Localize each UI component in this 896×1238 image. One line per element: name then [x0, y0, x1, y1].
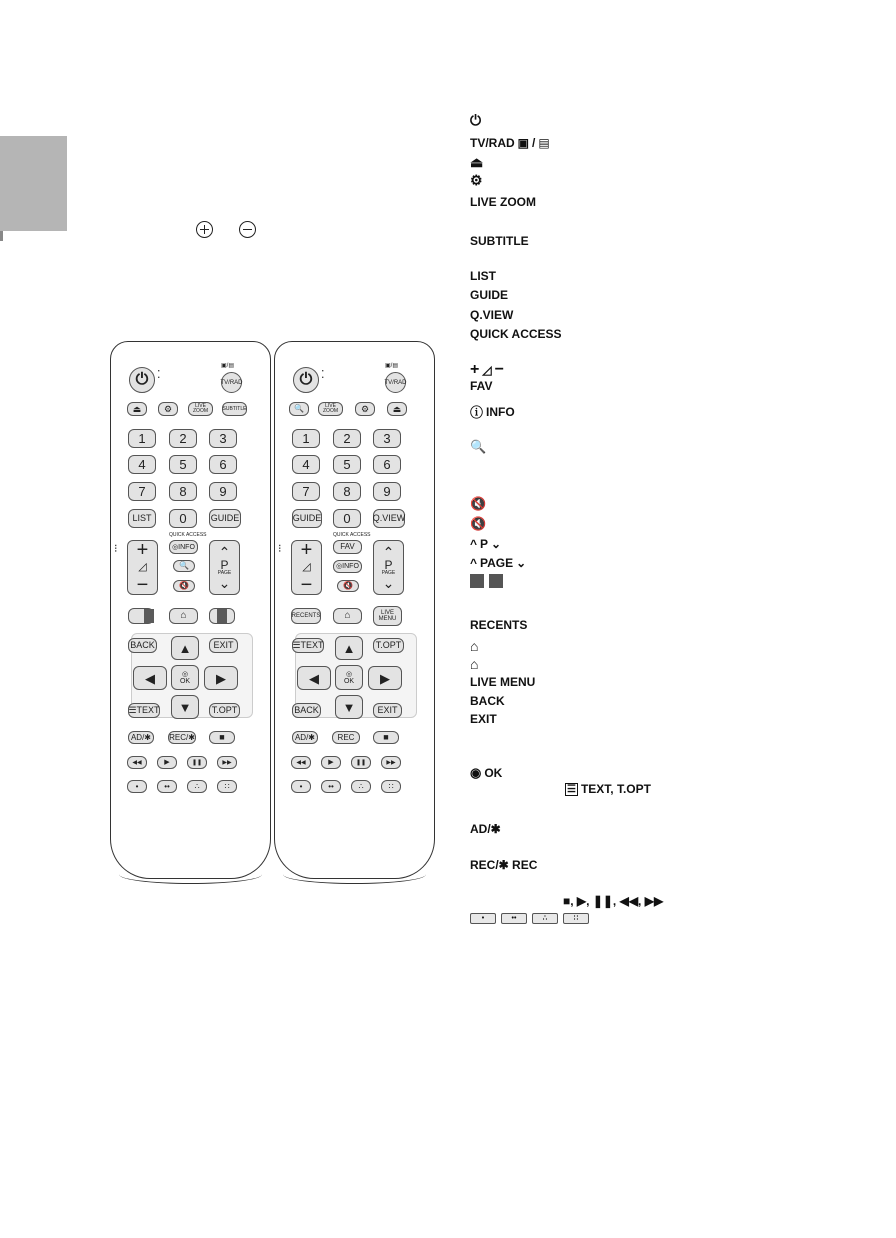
radio-icon: ▤	[538, 136, 550, 150]
p-label: P	[480, 537, 489, 551]
legend-recents: RECENTS	[470, 618, 528, 632]
ad-button[interactable]: AD/✱	[292, 731, 318, 744]
volume-up-icon: +	[300, 539, 313, 561]
red-dot-swatch: •	[470, 913, 496, 924]
mute-icon: 🔇	[179, 581, 189, 590]
ok-ring-icon: ◉	[470, 765, 482, 780]
right-arrow-icon: ▶	[216, 670, 226, 686]
legend-qview: Q.VIEW	[470, 308, 514, 322]
remote-control-left	[110, 341, 271, 879]
plus-minus-symbols	[196, 221, 256, 238]
play-button[interactable]: ▶	[157, 756, 177, 769]
legend-color-keys	[470, 574, 503, 588]
blue-dot-button[interactable]: ∷	[217, 780, 237, 793]
braille-dots: ⁝	[278, 543, 281, 555]
menu-label: MENU	[378, 616, 397, 622]
back-button[interactable]: BACK	[128, 638, 157, 653]
settings-button[interactable]: ⚙	[355, 402, 375, 416]
quick-access-label: QUICK ACCESS	[169, 532, 207, 538]
tv-icon: ▣	[517, 136, 530, 150]
power-button[interactable]: ⏻	[293, 367, 319, 393]
tv-rad-icon: ▣/▤	[221, 363, 235, 369]
rec-button[interactable]: REC	[332, 731, 360, 744]
text-label: TEXT	[136, 705, 160, 715]
left-arrow-button[interactable]	[297, 666, 331, 690]
green-dot-button[interactable]: ••	[321, 780, 341, 793]
braille-dots: ⁝	[114, 543, 117, 555]
search-button[interactable]	[173, 560, 195, 572]
channel-page-rocker[interactable]	[373, 540, 404, 595]
live-zoom-button[interactable]: LIVE ZOOM	[188, 402, 213, 416]
yellow-dot-button[interactable]: ∴	[187, 780, 207, 793]
legend-live-zoom: LIVE ZOOM	[470, 195, 536, 209]
up-arrow-button[interactable]	[171, 636, 199, 660]
volume-down-icon: −	[300, 574, 313, 596]
play-button[interactable]: ▶	[321, 756, 341, 769]
legend-settings	[470, 172, 483, 189]
key-2[interactable]: 2	[333, 429, 361, 448]
rewind-button[interactable]: ◀◀	[127, 756, 147, 769]
chevron-up-icon: ^	[470, 537, 478, 551]
tvrad-label: TV/RAD	[470, 136, 515, 150]
chevron-down-icon: ⌄	[382, 575, 395, 591]
text-topt-label: TEXT, T.OPT	[580, 782, 651, 796]
legend-subtitle: SUBTITLE	[470, 234, 529, 248]
live-label: LIVE	[380, 610, 394, 616]
page-label: PAGE	[480, 556, 514, 570]
yellow-dot-button[interactable]: ∴	[351, 780, 371, 793]
pause-button[interactable]: ❚❚	[187, 756, 207, 769]
key-0[interactable]: 0	[169, 509, 197, 528]
key-6[interactable]: 6	[209, 455, 237, 474]
exit-button[interactable]: EXIT	[209, 638, 238, 653]
key-1[interactable]: 1	[292, 429, 320, 448]
home-icon: ⌂	[344, 610, 351, 621]
volume-icon: ◿	[302, 561, 311, 573]
mute-button[interactable]	[173, 580, 195, 592]
volume-rocker[interactable]	[127, 540, 158, 595]
text-icon: ☰	[292, 640, 301, 650]
ok-button[interactable]	[335, 665, 363, 690]
left-arrow-button[interactable]	[133, 666, 167, 690]
up-arrow-icon: ▲	[178, 640, 192, 656]
key-5[interactable]: 5	[333, 455, 361, 474]
ok-label: OK	[484, 766, 503, 780]
live-zoom-button[interactable]: LIVE ZOOM	[318, 402, 343, 416]
text-label: TEXT	[300, 640, 324, 650]
stop-button[interactable]	[373, 731, 399, 744]
live-menu-button[interactable]	[373, 606, 402, 626]
circle-plus-icon	[196, 221, 213, 238]
red-key-swatch	[470, 574, 484, 588]
power-button[interactable]: ⏻	[129, 367, 155, 393]
q-view-button[interactable]: Q.VIEW	[373, 509, 405, 528]
guide-button[interactable]: GUIDE	[292, 509, 322, 528]
legend-mute-2	[470, 516, 486, 532]
down-arrow-icon: ▼	[342, 699, 356, 715]
key-7[interactable]: 7	[128, 482, 156, 501]
green-color-button[interactable]	[209, 608, 235, 624]
legend-home-2	[470, 656, 478, 672]
red-color-button[interactable]	[128, 608, 154, 624]
legend-exit: EXIT	[470, 712, 497, 726]
blue-dot-button[interactable]: ∷	[381, 780, 401, 793]
chevron-down-icon: ⌄	[516, 556, 527, 570]
ok-ring-icon: ◎	[345, 670, 353, 678]
home-icon: ⌂	[470, 638, 479, 654]
search-icon: 🔍	[470, 439, 487, 454]
remote-control-right	[274, 341, 435, 879]
chevron-up-icon: ^	[470, 556, 478, 570]
search-button[interactable]	[289, 402, 309, 416]
quick-access-label: QUICK ACCESS	[333, 532, 371, 538]
back-button[interactable]: BACK	[292, 703, 321, 718]
text-button[interactable]	[292, 638, 324, 653]
volume-down-icon: −	[494, 361, 504, 378]
power-icon: ⏻	[470, 112, 482, 128]
legend-channel	[470, 537, 501, 551]
fast-forward-button[interactable]: ▶▶	[217, 756, 237, 769]
legend-text-topt	[565, 782, 651, 796]
mute-icon: 🔇	[343, 581, 353, 590]
home-icon: ⌂	[470, 656, 479, 672]
red-dot-button[interactable]: •	[127, 780, 147, 793]
input-button[interactable]	[127, 402, 147, 416]
mute-icon: 🔇	[470, 496, 487, 511]
page-p-label: P	[220, 558, 229, 572]
ok-label: OK	[179, 677, 191, 685]
input-icon: ⏏	[132, 403, 142, 414]
legend-power	[470, 112, 481, 129]
key-2[interactable]: 2	[169, 429, 197, 448]
ad-button[interactable]: AD/✱	[128, 731, 154, 744]
legend-quick-access: QUICK ACCESS	[470, 327, 562, 341]
key-4[interactable]: 4	[128, 455, 156, 474]
fast-forward-button[interactable]: ▶▶	[381, 756, 401, 769]
braille-dots: ⁚	[321, 369, 324, 381]
t-opt-button[interactable]: T.OPT	[373, 638, 404, 653]
gear-icon: ⚙	[470, 172, 483, 188]
down-arrow-button[interactable]	[335, 695, 363, 719]
t-opt-button[interactable]: T.OPT	[209, 703, 240, 718]
rec-button[interactable]: REC/✱	[168, 731, 196, 744]
key-7[interactable]: 7	[292, 482, 320, 501]
chevron-down-icon: ⌄	[491, 537, 502, 551]
volume-down-icon: −	[136, 574, 149, 596]
up-arrow-button[interactable]	[335, 636, 363, 660]
blue-dot-swatch: ∷	[563, 913, 589, 924]
ok-button[interactable]	[171, 665, 199, 690]
info-label: INFO	[486, 404, 515, 419]
input-icon: ⏏	[392, 403, 402, 414]
key-8[interactable]: 8	[169, 482, 197, 501]
legend-live-menu: LIVE MENU	[470, 675, 536, 689]
volume-icon: ◿	[138, 561, 147, 573]
legend-info	[470, 402, 515, 421]
up-arrow-icon: ▲	[342, 640, 356, 656]
circle-minus-icon	[239, 221, 256, 238]
home-button[interactable]	[333, 608, 362, 624]
home-button[interactable]	[169, 608, 198, 624]
down-arrow-button[interactable]	[171, 695, 199, 719]
channel-page-rocker[interactable]	[209, 540, 240, 595]
page-p-label: P	[384, 558, 393, 572]
volume-rocker[interactable]	[291, 540, 322, 595]
info-icon: ⓘ	[470, 405, 484, 420]
info-button[interactable]: ◎INFO	[169, 540, 198, 554]
text-icon: ☰	[567, 783, 576, 795]
info-button[interactable]: ◎INFO	[333, 560, 362, 573]
legend-mute-1	[470, 496, 486, 512]
home-icon: ⌂	[180, 610, 187, 621]
stop-icon: ■	[219, 732, 225, 742]
stop-button[interactable]	[209, 731, 235, 744]
ok-ring-icon: ◎	[181, 670, 189, 678]
fav-button[interactable]: FAV	[333, 540, 362, 554]
green-dot-button[interactable]: ••	[157, 780, 177, 793]
legend-list: LIST	[470, 269, 496, 283]
right-arrow-icon: ▶	[380, 670, 390, 686]
legend-volume	[470, 361, 504, 379]
volume-icon: ◿	[482, 363, 492, 377]
key-9[interactable]: 9	[373, 482, 401, 501]
key-8[interactable]: 8	[333, 482, 361, 501]
chevron-up-icon: ⌃	[382, 544, 395, 560]
down-arrow-icon: ▼	[178, 699, 192, 715]
key-0[interactable]: 0	[333, 509, 361, 528]
right-arrow-button[interactable]	[204, 666, 238, 690]
legend-ad: AD/✱	[470, 822, 501, 836]
mute-button[interactable]	[337, 580, 359, 592]
chevron-up-icon: ⌃	[218, 544, 231, 560]
braille-dots: ⁚	[157, 369, 160, 381]
section-tab	[0, 136, 67, 231]
legend-tvrad: TV/RAD ▣ / ▤	[470, 136, 550, 150]
key-6[interactable]: 6	[373, 455, 401, 474]
key-3[interactable]: 3	[209, 429, 237, 448]
volume-up-icon: +	[470, 361, 480, 378]
key-4[interactable]: 4	[292, 455, 320, 474]
key-3[interactable]: 3	[373, 429, 401, 448]
search-icon: 🔍	[294, 404, 304, 413]
tv-rad-button[interactable]: TV/RAD	[221, 372, 242, 393]
recents-button[interactable]: RECENTS	[291, 608, 321, 624]
legend-color-buttons	[470, 913, 589, 924]
search-icon: 🔍	[179, 561, 189, 570]
exit-button[interactable]: EXIT	[373, 703, 402, 718]
subtitle-button[interactable]: SUBTITLE	[222, 402, 247, 416]
chevron-down-icon: ⌄	[218, 575, 231, 591]
stop-icon: ■	[383, 732, 389, 742]
legend-fav: FAV	[470, 379, 493, 393]
left-arrow-icon: ◀	[145, 670, 155, 686]
legend-home-1	[470, 638, 478, 654]
key-1[interactable]: 1	[128, 429, 156, 448]
page-label: PAGE	[217, 570, 232, 576]
legend-ok	[470, 765, 502, 781]
legend-page	[470, 556, 526, 570]
page-label: PAGE	[381, 570, 396, 576]
settings-button[interactable]: ⚙	[158, 402, 178, 416]
volume-up-icon: +	[136, 539, 149, 561]
right-arrow-button[interactable]	[368, 666, 402, 690]
legend-back: BACK	[470, 694, 505, 708]
legend-input	[470, 154, 483, 171]
legend-rec: REC/✱ REC	[470, 858, 538, 872]
text-icon: ☰	[128, 705, 137, 715]
tv-rad-icon: ▣/▤	[385, 363, 399, 369]
left-arrow-icon: ◀	[309, 670, 319, 686]
rewind-button[interactable]: ◀◀	[291, 756, 311, 769]
text-button[interactable]	[128, 703, 160, 718]
red-dot-button[interactable]: •	[291, 780, 311, 793]
ok-label: OK	[343, 677, 355, 685]
mute-icon: 🔇	[470, 516, 487, 531]
tab-stub	[0, 231, 3, 241]
green-key-swatch	[489, 574, 503, 588]
key-5[interactable]: 5	[169, 455, 197, 474]
yellow-dot-swatch: ∴	[532, 913, 558, 924]
tv-rad-button[interactable]: TV/RAD	[385, 372, 406, 393]
key-9[interactable]: 9	[209, 482, 237, 501]
legend-media-keys: ■, ▶, ❚❚, ◀◀, ▶▶	[563, 894, 664, 908]
list-button[interactable]: LIST	[128, 509, 156, 528]
input-button[interactable]	[387, 402, 407, 416]
legend-guide: GUIDE	[470, 288, 509, 302]
pause-button[interactable]: ❚❚	[351, 756, 371, 769]
input-icon: ⏏	[470, 154, 484, 170]
guide-button[interactable]: GUIDE	[209, 509, 241, 528]
green-dot-swatch: ••	[501, 913, 527, 924]
legend-search	[470, 439, 486, 455]
